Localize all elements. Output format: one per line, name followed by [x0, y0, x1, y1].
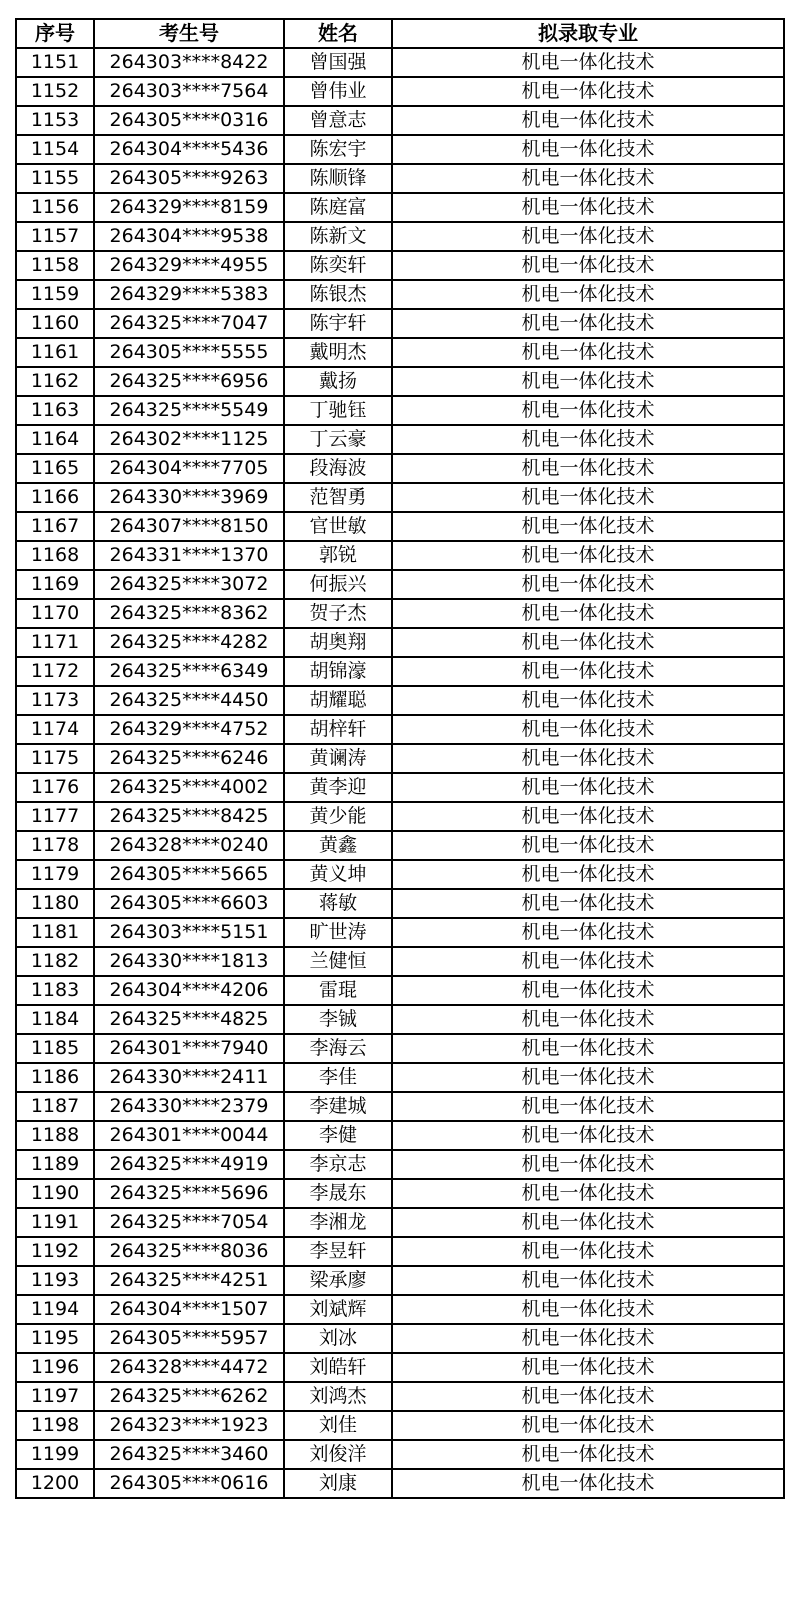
table-row — [16, 222, 784, 251]
table-row — [16, 1440, 784, 1469]
cell-serial-number: 1182 — [16, 947, 94, 976]
cell-name: 陈顺锋 — [284, 164, 392, 193]
cell-candidate-number: 264330****2411 — [94, 1063, 284, 1092]
table-row — [16, 338, 784, 367]
table-row — [16, 773, 784, 802]
cell-candidate-number: 264302****1125 — [94, 425, 284, 454]
cell-serial-number: 1171 — [16, 628, 94, 657]
cell-name: 范智勇 — [284, 483, 392, 512]
cell-name: 李晟东 — [284, 1179, 392, 1208]
cell-name: 李昱轩 — [284, 1237, 392, 1266]
table-row — [16, 77, 784, 106]
table-row — [16, 541, 784, 570]
cell-candidate-number: 264325****4919 — [94, 1150, 284, 1179]
cell-candidate-number: 264329****4752 — [94, 715, 284, 744]
cell-admitted-major: 机电一体化技术 — [392, 483, 784, 512]
cell-serial-number: 1196 — [16, 1353, 94, 1382]
cell-admitted-major: 机电一体化技术 — [392, 48, 784, 77]
cell-candidate-number: 264325****6262 — [94, 1382, 284, 1411]
table-row — [16, 1005, 784, 1034]
cell-serial-number: 1199 — [16, 1440, 94, 1469]
cell-name: 李湘龙 — [284, 1208, 392, 1237]
cell-candidate-number: 264303****8422 — [94, 48, 284, 77]
cell-admitted-major: 机电一体化技术 — [392, 686, 784, 715]
cell-admitted-major: 机电一体化技术 — [392, 1121, 784, 1150]
admission-table — [15, 18, 785, 1499]
cell-candidate-number: 264328****4472 — [94, 1353, 284, 1382]
cell-serial-number: 1175 — [16, 744, 94, 773]
table-row — [16, 193, 784, 222]
cell-candidate-number: 264325****8036 — [94, 1237, 284, 1266]
cell-candidate-number: 264304****7705 — [94, 454, 284, 483]
cell-candidate-number: 264305****0316 — [94, 106, 284, 135]
cell-name: 段海波 — [284, 454, 392, 483]
cell-name: 丁云豪 — [284, 425, 392, 454]
table-row — [16, 512, 784, 541]
cell-serial-number: 1157 — [16, 222, 94, 251]
cell-serial-number: 1191 — [16, 1208, 94, 1237]
cell-serial-number: 1160 — [16, 309, 94, 338]
cell-serial-number: 1188 — [16, 1121, 94, 1150]
cell-admitted-major: 机电一体化技术 — [392, 1092, 784, 1121]
cell-name: 李海云 — [284, 1034, 392, 1063]
cell-admitted-major: 机电一体化技术 — [392, 918, 784, 947]
cell-candidate-number: 264325****6349 — [94, 657, 284, 686]
cell-admitted-major: 机电一体化技术 — [392, 628, 784, 657]
cell-candidate-number: 264325****5549 — [94, 396, 284, 425]
cell-candidate-number: 264304****1507 — [94, 1295, 284, 1324]
cell-serial-number: 1172 — [16, 657, 94, 686]
cell-serial-number: 1194 — [16, 1295, 94, 1324]
table-row — [16, 1179, 784, 1208]
cell-candidate-number: 264305****5555 — [94, 338, 284, 367]
cell-serial-number: 1173 — [16, 686, 94, 715]
cell-name: 李京志 — [284, 1150, 392, 1179]
cell-candidate-number: 264329****4955 — [94, 251, 284, 280]
cell-name: 官世敏 — [284, 512, 392, 541]
table-row — [16, 367, 784, 396]
cell-name: 戴明杰 — [284, 338, 392, 367]
cell-name: 李建城 — [284, 1092, 392, 1121]
cell-admitted-major: 机电一体化技术 — [392, 744, 784, 773]
cell-serial-number: 1166 — [16, 483, 94, 512]
cell-serial-number: 1156 — [16, 193, 94, 222]
cell-serial-number: 1187 — [16, 1092, 94, 1121]
cell-candidate-number: 264304****4206 — [94, 976, 284, 1005]
cell-candidate-number: 264325****4282 — [94, 628, 284, 657]
cell-serial-number: 1158 — [16, 251, 94, 280]
cell-admitted-major: 机电一体化技术 — [392, 1005, 784, 1034]
cell-admitted-major: 机电一体化技术 — [392, 657, 784, 686]
cell-admitted-major: 机电一体化技术 — [392, 1469, 784, 1498]
cell-name: 陈奕轩 — [284, 251, 392, 280]
cell-candidate-number: 264303****7564 — [94, 77, 284, 106]
cell-candidate-number: 264325****3460 — [94, 1440, 284, 1469]
table-row — [16, 251, 784, 280]
table-row — [16, 570, 784, 599]
cell-admitted-major: 机电一体化技术 — [392, 976, 784, 1005]
cell-admitted-major: 机电一体化技术 — [392, 77, 784, 106]
cell-candidate-number: 264325****6956 — [94, 367, 284, 396]
cell-name: 黄鑫 — [284, 831, 392, 860]
table-row — [16, 135, 784, 164]
cell-serial-number: 1186 — [16, 1063, 94, 1092]
cell-admitted-major: 机电一体化技术 — [392, 1237, 784, 1266]
cell-candidate-number: 264329****5383 — [94, 280, 284, 309]
cell-admitted-major: 机电一体化技术 — [392, 106, 784, 135]
table-row — [16, 802, 784, 831]
table-row — [16, 1063, 784, 1092]
cell-name: 旷世涛 — [284, 918, 392, 947]
cell-name: 黄谰涛 — [284, 744, 392, 773]
cell-serial-number: 1189 — [16, 1150, 94, 1179]
table-row — [16, 686, 784, 715]
cell-admitted-major: 机电一体化技术 — [392, 338, 784, 367]
table-row — [16, 1295, 784, 1324]
cell-serial-number: 1190 — [16, 1179, 94, 1208]
cell-serial-number: 1198 — [16, 1411, 94, 1440]
cell-serial-number: 1183 — [16, 976, 94, 1005]
cell-name: 胡耀聪 — [284, 686, 392, 715]
cell-candidate-number: 264305****5665 — [94, 860, 284, 889]
cell-admitted-major: 机电一体化技术 — [392, 396, 784, 425]
cell-name: 丁驰钰 — [284, 396, 392, 425]
cell-candidate-number: 264304****9538 — [94, 222, 284, 251]
cell-candidate-number: 264301****7940 — [94, 1034, 284, 1063]
table-row — [16, 1092, 784, 1121]
header-admitted-major: 拟录取专业 — [392, 19, 784, 48]
cell-candidate-number: 264303****5151 — [94, 918, 284, 947]
table-row — [16, 1150, 784, 1179]
cell-name: 胡奥翔 — [284, 628, 392, 657]
cell-serial-number: 1154 — [16, 135, 94, 164]
cell-serial-number: 1200 — [16, 1469, 94, 1498]
cell-admitted-major: 机电一体化技术 — [392, 1266, 784, 1295]
cell-name: 刘佳 — [284, 1411, 392, 1440]
cell-admitted-major: 机电一体化技术 — [392, 860, 784, 889]
table-row — [16, 164, 784, 193]
table-row — [16, 628, 784, 657]
cell-admitted-major: 机电一体化技术 — [392, 889, 784, 918]
cell-serial-number: 1192 — [16, 1237, 94, 1266]
cell-name: 刘斌辉 — [284, 1295, 392, 1324]
cell-serial-number: 1169 — [16, 570, 94, 599]
table-row — [16, 396, 784, 425]
cell-name: 刘冰 — [284, 1324, 392, 1353]
cell-name: 胡锦濠 — [284, 657, 392, 686]
cell-serial-number: 1181 — [16, 918, 94, 947]
cell-serial-number: 1179 — [16, 860, 94, 889]
cell-name: 兰健恒 — [284, 947, 392, 976]
cell-candidate-number: 264329****8159 — [94, 193, 284, 222]
cell-name: 曾意志 — [284, 106, 392, 135]
cell-admitted-major: 机电一体化技术 — [392, 309, 784, 338]
table-row — [16, 48, 784, 77]
cell-name: 李健 — [284, 1121, 392, 1150]
cell-name: 陈银杰 — [284, 280, 392, 309]
cell-candidate-number: 264325****5696 — [94, 1179, 284, 1208]
table-row — [16, 1121, 784, 1150]
table-row — [16, 744, 784, 773]
cell-name: 李佳 — [284, 1063, 392, 1092]
cell-candidate-number: 264323****1923 — [94, 1411, 284, 1440]
cell-admitted-major: 机电一体化技术 — [392, 251, 784, 280]
table-row — [16, 1237, 784, 1266]
cell-name: 雷琨 — [284, 976, 392, 1005]
cell-candidate-number: 264305****5957 — [94, 1324, 284, 1353]
table-row — [16, 1469, 784, 1498]
cell-candidate-number: 264325****4002 — [94, 773, 284, 802]
cell-serial-number: 1159 — [16, 280, 94, 309]
table-row — [16, 831, 784, 860]
cell-serial-number: 1177 — [16, 802, 94, 831]
cell-serial-number: 1178 — [16, 831, 94, 860]
cell-candidate-number: 264305****9263 — [94, 164, 284, 193]
cell-name: 胡梓轩 — [284, 715, 392, 744]
table-row — [16, 715, 784, 744]
cell-admitted-major: 机电一体化技术 — [392, 222, 784, 251]
cell-serial-number: 1184 — [16, 1005, 94, 1034]
cell-candidate-number: 264328****0240 — [94, 831, 284, 860]
cell-admitted-major: 机电一体化技术 — [392, 1034, 784, 1063]
cell-serial-number: 1162 — [16, 367, 94, 396]
cell-admitted-major: 机电一体化技术 — [392, 1179, 784, 1208]
table-row — [16, 1034, 784, 1063]
cell-candidate-number: 264304****5436 — [94, 135, 284, 164]
cell-name: 黄少能 — [284, 802, 392, 831]
table-row — [16, 483, 784, 512]
cell-candidate-number: 264325****4450 — [94, 686, 284, 715]
cell-candidate-number: 264307****8150 — [94, 512, 284, 541]
cell-candidate-number: 264325****4825 — [94, 1005, 284, 1034]
cell-candidate-number: 264301****0044 — [94, 1121, 284, 1150]
cell-admitted-major: 机电一体化技术 — [392, 1411, 784, 1440]
cell-candidate-number: 264325****8362 — [94, 599, 284, 628]
table-row — [16, 280, 784, 309]
cell-admitted-major: 机电一体化技术 — [392, 1208, 784, 1237]
cell-name: 黄李迎 — [284, 773, 392, 802]
table-row — [16, 454, 784, 483]
table-row — [16, 106, 784, 135]
cell-admitted-major: 机电一体化技术 — [392, 570, 784, 599]
cell-serial-number: 1163 — [16, 396, 94, 425]
cell-name: 贺子杰 — [284, 599, 392, 628]
cell-admitted-major: 机电一体化技术 — [392, 1150, 784, 1179]
table-row — [16, 918, 784, 947]
cell-admitted-major: 机电一体化技术 — [392, 947, 784, 976]
table-row — [16, 976, 784, 1005]
cell-admitted-major: 机电一体化技术 — [392, 541, 784, 570]
table-row — [16, 657, 784, 686]
cell-admitted-major: 机电一体化技术 — [392, 164, 784, 193]
cell-name: 何振兴 — [284, 570, 392, 599]
cell-name: 李铖 — [284, 1005, 392, 1034]
table-row — [16, 1382, 784, 1411]
cell-candidate-number: 264305****6603 — [94, 889, 284, 918]
cell-serial-number: 1151 — [16, 48, 94, 77]
cell-name: 陈庭富 — [284, 193, 392, 222]
cell-name: 郭锐 — [284, 541, 392, 570]
cell-candidate-number: 264325****3072 — [94, 570, 284, 599]
header-serial-number: 序号 — [16, 19, 94, 48]
header-row — [16, 19, 784, 48]
cell-admitted-major: 机电一体化技术 — [392, 454, 784, 483]
cell-serial-number: 1170 — [16, 599, 94, 628]
cell-candidate-number: 264325****4251 — [94, 1266, 284, 1295]
cell-admitted-major: 机电一体化技术 — [392, 135, 784, 164]
table-row — [16, 1324, 784, 1353]
cell-admitted-major: 机电一体化技术 — [392, 773, 784, 802]
cell-serial-number: 1197 — [16, 1382, 94, 1411]
cell-name: 陈宇轩 — [284, 309, 392, 338]
cell-candidate-number: 264325****7047 — [94, 309, 284, 338]
cell-admitted-major: 机电一体化技术 — [392, 280, 784, 309]
table-row — [16, 309, 784, 338]
cell-candidate-number: 264330****1813 — [94, 947, 284, 976]
table-row — [16, 1353, 784, 1382]
cell-admitted-major: 机电一体化技术 — [392, 599, 784, 628]
cell-serial-number: 1153 — [16, 106, 94, 135]
cell-admitted-major: 机电一体化技术 — [392, 512, 784, 541]
cell-serial-number: 1164 — [16, 425, 94, 454]
cell-name: 陈新文 — [284, 222, 392, 251]
cell-admitted-major: 机电一体化技术 — [392, 1382, 784, 1411]
table-row — [16, 889, 784, 918]
cell-name: 陈宏宇 — [284, 135, 392, 164]
table-row — [16, 860, 784, 889]
cell-serial-number: 1176 — [16, 773, 94, 802]
cell-name: 刘俊洋 — [284, 1440, 392, 1469]
cell-serial-number: 1195 — [16, 1324, 94, 1353]
cell-admitted-major: 机电一体化技术 — [392, 1324, 784, 1353]
cell-admitted-major: 机电一体化技术 — [392, 831, 784, 860]
cell-serial-number: 1193 — [16, 1266, 94, 1295]
cell-name: 黄义坤 — [284, 860, 392, 889]
cell-admitted-major: 机电一体化技术 — [392, 193, 784, 222]
cell-serial-number: 1174 — [16, 715, 94, 744]
cell-serial-number: 1168 — [16, 541, 94, 570]
cell-admitted-major: 机电一体化技术 — [392, 1063, 784, 1092]
cell-admitted-major: 机电一体化技术 — [392, 715, 784, 744]
header-candidate-number: 考生号 — [94, 19, 284, 48]
cell-name: 刘皓轩 — [284, 1353, 392, 1382]
cell-serial-number: 1155 — [16, 164, 94, 193]
cell-serial-number: 1185 — [16, 1034, 94, 1063]
cell-serial-number: 1167 — [16, 512, 94, 541]
cell-name: 蒋敏 — [284, 889, 392, 918]
cell-admitted-major: 机电一体化技术 — [392, 425, 784, 454]
cell-candidate-number: 264330****3969 — [94, 483, 284, 512]
header-name: 姓名 — [284, 19, 392, 48]
table-row — [16, 599, 784, 628]
cell-name: 刘康 — [284, 1469, 392, 1498]
table-row — [16, 1411, 784, 1440]
cell-candidate-number: 264331****1370 — [94, 541, 284, 570]
cell-serial-number: 1161 — [16, 338, 94, 367]
cell-name: 戴扬 — [284, 367, 392, 396]
cell-name: 曾国强 — [284, 48, 392, 77]
cell-candidate-number: 264325****7054 — [94, 1208, 284, 1237]
cell-serial-number: 1165 — [16, 454, 94, 483]
table-row — [16, 947, 784, 976]
table-row — [16, 425, 784, 454]
cell-name: 梁承廖 — [284, 1266, 392, 1295]
cell-admitted-major: 机电一体化技术 — [392, 802, 784, 831]
cell-admitted-major: 机电一体化技术 — [392, 1295, 784, 1324]
cell-name: 曾伟业 — [284, 77, 392, 106]
cell-candidate-number: 264330****2379 — [94, 1092, 284, 1121]
cell-name: 刘鸿杰 — [284, 1382, 392, 1411]
cell-admitted-major: 机电一体化技术 — [392, 367, 784, 396]
cell-admitted-major: 机电一体化技术 — [392, 1440, 784, 1469]
cell-candidate-number: 264325****8425 — [94, 802, 284, 831]
cell-candidate-number: 264305****0616 — [94, 1469, 284, 1498]
cell-serial-number: 1180 — [16, 889, 94, 918]
cell-admitted-major: 机电一体化技术 — [392, 1353, 784, 1382]
table-row — [16, 1208, 784, 1237]
cell-candidate-number: 264325****6246 — [94, 744, 284, 773]
table-row — [16, 1266, 784, 1295]
cell-serial-number: 1152 — [16, 77, 94, 106]
